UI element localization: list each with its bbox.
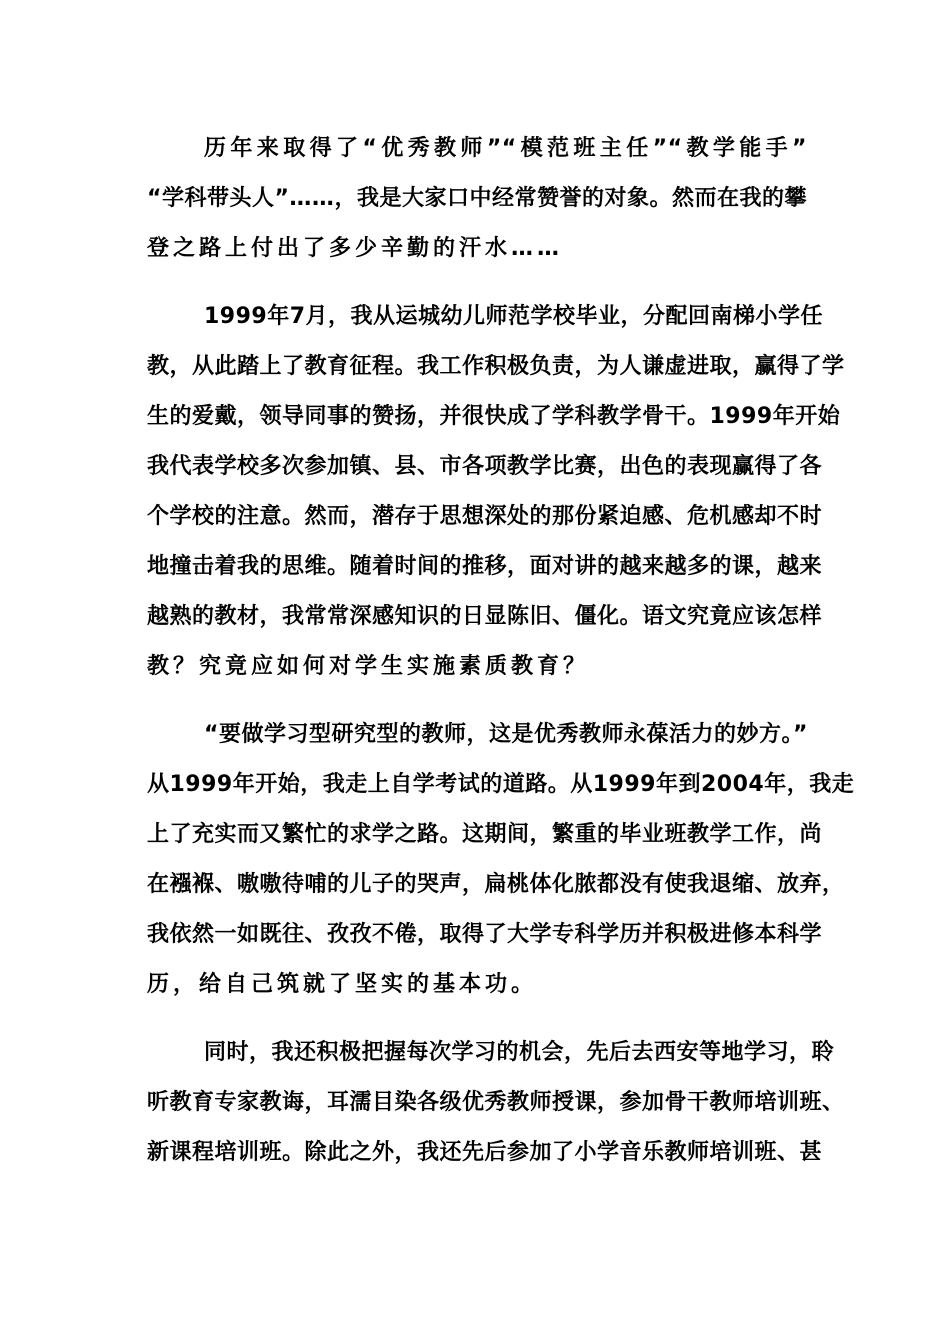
- paragraph-spacer: [147, 1010, 807, 1028]
- paragraph-career-start: [147, 292, 845, 692]
- text-line: 地撞击着我的思维。随着时间的推移，面对讲的越来越多的课，越来: [147, 554, 823, 579]
- text-line: “要做学习型研究型的教师，这是优秀教师永葆活力的妙方。”: [204, 722, 808, 747]
- text-line: 历年来取得了“优秀教师”“模范班主任”“教学能手”: [204, 136, 807, 161]
- text-line: 上了充实而又繁忙的求学之路。这期间，繁重的毕业班教学工作，尚: [147, 822, 823, 847]
- text-line: 越熟的教材，我常常深感知识的日显陈旧、僵化。语文究竟应该怎样: [147, 604, 823, 629]
- text-line: 教？究竟应如何对学生实施素质教育？: [147, 654, 590, 679]
- text-line: 我代表学校多次参加镇、县、市各项教学比赛，出色的表现赢得了各: [147, 454, 823, 479]
- text-line: 在襁褓、嗷嗷待哺的儿子的哭声，扁桃体化脓都没有使我退缩、放弃，: [147, 872, 845, 897]
- paragraph-spacer: [147, 274, 807, 292]
- text-line: 生的爱戴，领导同事的赞扬，并很快成了学科教学骨干。1999年开始: [147, 404, 841, 429]
- paragraph-self-study: [147, 710, 855, 1010]
- text-line: 听教育专家教诲，耳濡目染各级优秀教师授课，参加骨干教师培训班、: [147, 1090, 845, 1115]
- document-body: [147, 124, 855, 1178]
- text-line: 我依然一如既往、孜孜不倦，取得了大学专科学历并积极进修本科学: [147, 922, 823, 947]
- paragraph-awards: [147, 124, 807, 274]
- paragraph-training: [147, 1028, 845, 1178]
- text-line: 登之路上付出了多少辛勤的汗水……: [147, 236, 564, 261]
- text-line: 教，从此踏上了教育征程。我工作积极负责，为人谦虚进取，赢得了学: [147, 354, 845, 379]
- text-line: 个学校的注意。然而，潜存于思想深处的那份紧迫感、危机感却不时: [147, 504, 823, 529]
- text-line: 从1999年开始，我走上自学考试的道路。从1999年到2004年，我走: [147, 772, 855, 797]
- text-line: 1999年7月，我从运城幼儿师范学校毕业，分配回南梯小学任: [204, 304, 824, 329]
- text-line: 新课程培训班。除此之外，我还先后参加了小学音乐教师培训班、甚: [147, 1140, 823, 1165]
- text-line: 历，给自己筑就了坚实的基本功。: [147, 972, 538, 997]
- paragraph-spacer: [147, 692, 807, 710]
- text-line: 同时，我还积极把握每次学习的机会，先后去西安等地学习，聆: [204, 1040, 835, 1065]
- text-line: “学科带头人”……，我是大家口中经常赞誉的对象。然而在我的攀: [147, 186, 807, 211]
